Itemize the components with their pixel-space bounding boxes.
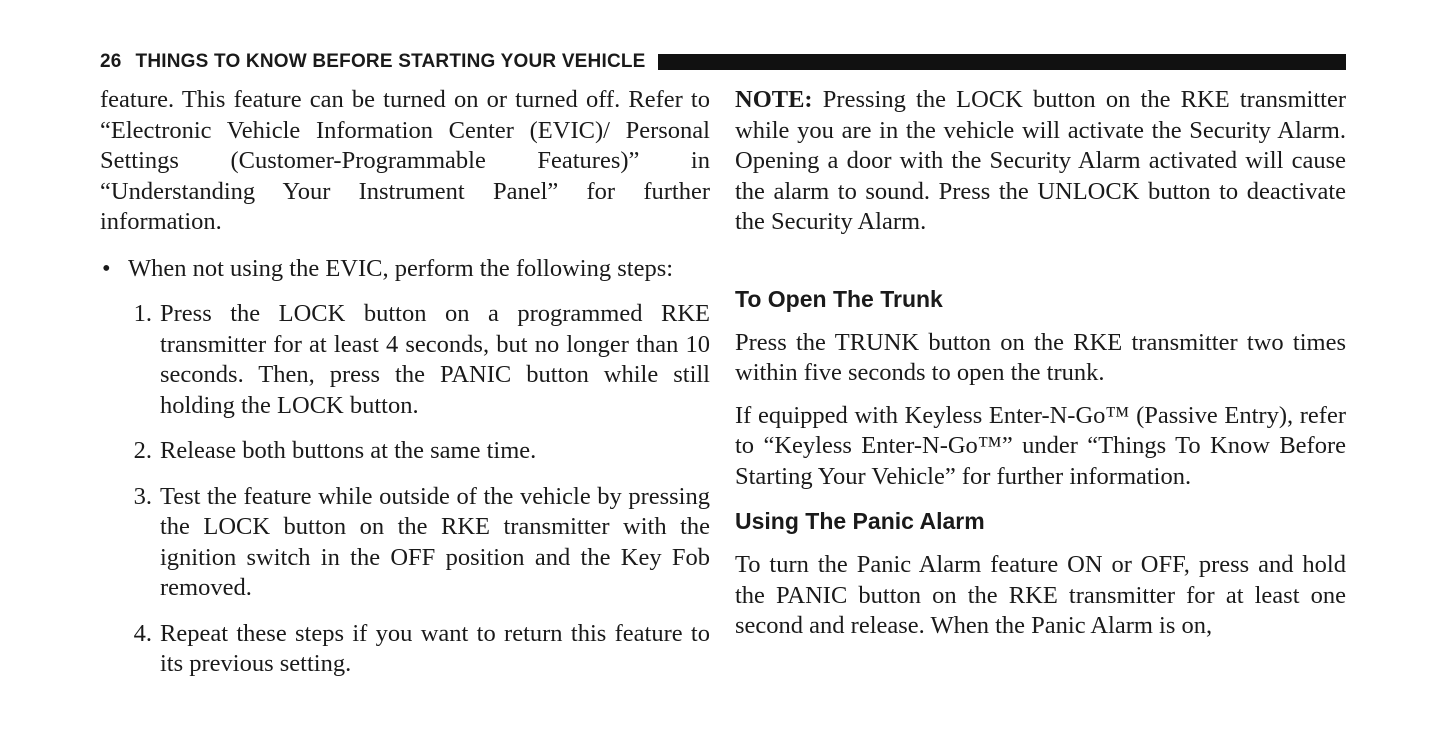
header-title-group — [100, 51, 646, 73]
step-number: 2. — [133, 437, 152, 464]
step-text: Press the LOCK button on a programmed RKE transmitter for at least 4 seconds, but no longer than 10 seconds. Then, press the PANIC button while still holding the LOCK button. — [160, 300, 710, 419]
steps-list — [100, 299, 710, 680]
step-number: 1. — [133, 300, 152, 327]
left-column — [100, 85, 710, 680]
note-text: Pressing the LOCK button on the RKE transmitter while you are in the vehicle will activate the Security Alarm. Opening a door with the Security Alarm activated will cause the alarm to sound. Press the UNLOCK button to deactivate the Security Alarm. — [735, 86, 1346, 235]
step-item — [100, 299, 710, 421]
bullet-item — [100, 254, 710, 285]
step-item — [100, 619, 710, 680]
header-rule — [658, 54, 1346, 70]
step-number: 3. — [133, 482, 152, 510]
chapter-title: THINGS TO KNOW BEFORE STARTING YOUR VEHICLE — [135, 51, 646, 72]
keyless-paragraph: If equipped with Keyless Enter-N-Go™ (Passive Entry), refer to “Keyless Enter-N-Go™” under “Things To Know Before Starting Your Vehicle” for further information. — [735, 401, 1346, 490]
right-column — [735, 85, 1346, 642]
section-heading-trunk: To Open The Trunk — [735, 285, 943, 312]
page-number: 26 — [100, 51, 122, 72]
step-item — [100, 436, 710, 467]
bullet-icon: • — [102, 254, 111, 282]
section-heading-panic: Using The Panic Alarm — [735, 508, 985, 534]
note-paragraph — [735, 85, 1346, 238]
step-item — [100, 482, 710, 604]
note-label: NOTE: — [735, 86, 813, 113]
intro-paragraph: feature. This feature can be turned on or turned off. Refer to “Electronic Vehicle Information Center (EVIC)/ Personal Settings (Customer-Programmable Features)” in “Understanding Your Instrument Panel” for further information. — [100, 86, 710, 235]
panic-paragraph: To turn the Panic Alarm feature ON or OFF, press and hold the PANIC button on the RKE transmitter for at least one second and release. When the Panic Alarm is on, — [735, 551, 1346, 639]
step-text: Release both buttons at the same time. — [160, 437, 537, 464]
page-header — [100, 50, 1346, 74]
step-number: 4. — [133, 619, 152, 647]
step-text: Repeat these steps if you want to return this feature to its previous setting. — [160, 619, 710, 677]
bullet-text: When not using the EVIC, perform the following steps: — [128, 254, 674, 282]
trunk-paragraph: Press the TRUNK button on the RKE transmitter two times within five seconds to open the trunk. — [735, 328, 1346, 386]
step-text: Test the feature while outside of the vehicle by pressing the LOCK button on the RKE transmitter with the ignition switch in the OFF position and the Key Fob removed. — [160, 482, 710, 601]
